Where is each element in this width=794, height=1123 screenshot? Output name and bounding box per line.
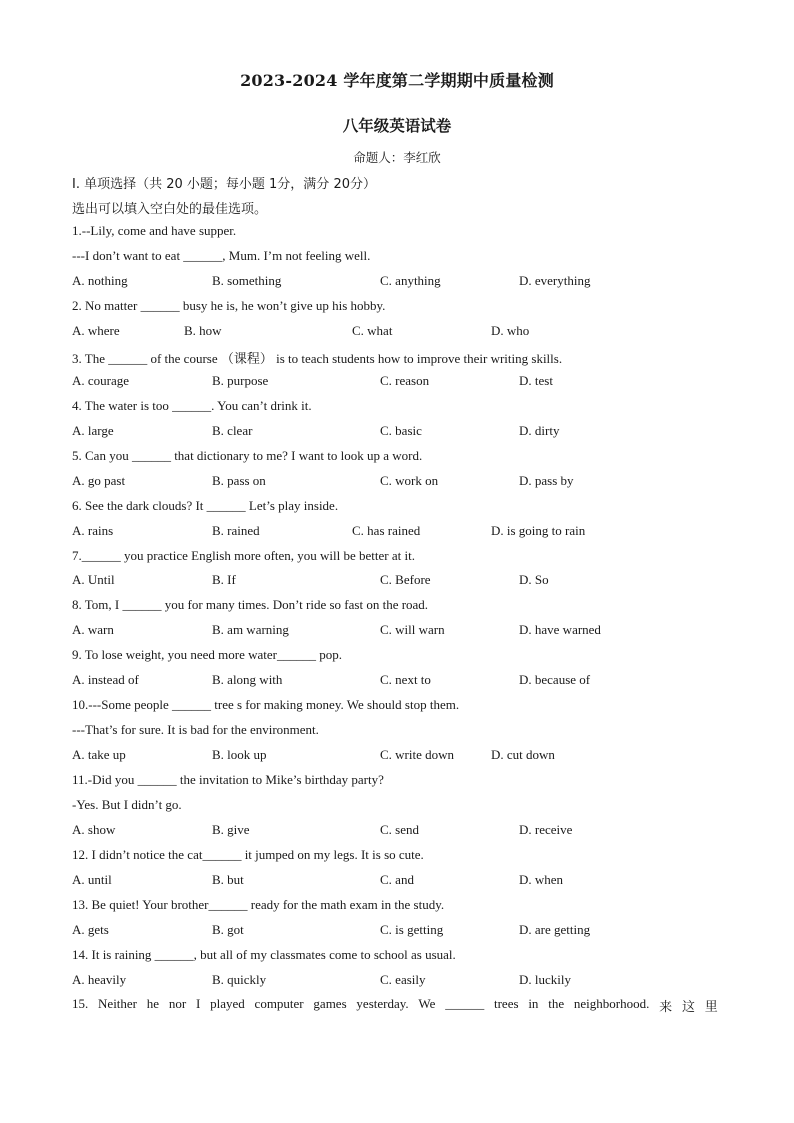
question-15-word: nor <box>168 996 187 1011</box>
question-10-stem-line: 10.---Some people ______ tree s for making money. We should stop them. <box>72 697 460 712</box>
option-b: B. quickly <box>212 972 267 987</box>
option-b: B. purpose <box>212 373 269 388</box>
question-15-word: We <box>418 996 436 1011</box>
option-b: B. give <box>212 822 250 837</box>
question-13-options <box>0 922 794 940</box>
question-15-word: I <box>195 996 201 1011</box>
question-10-stem-line: ---That’s for sure. It is bad for the environment. <box>72 722 319 737</box>
section-instruction: 选出可以填入空白处的最佳选项。 <box>72 202 268 217</box>
option-c: C. and <box>380 872 414 887</box>
question-15-line <box>72 996 718 1015</box>
question-15-word: 这 <box>681 999 695 1014</box>
option-a: A. go past <box>72 473 126 488</box>
option-d: D. cut down <box>491 747 555 762</box>
option-b: B. am warning <box>212 622 289 637</box>
question-4-stem-line: 4. The water is too ______. You can’t drink it. <box>72 398 312 413</box>
question-5-stem-line: 5. Can you ______ that dictionary to me? I want to look up a word. <box>72 448 423 463</box>
question-15-word: he <box>146 996 160 1011</box>
option-c: C. basic <box>380 423 422 438</box>
question-8-stem-line: 8. Tom, I ______ you for many times. Don’t ride so fast on the road. <box>72 597 429 612</box>
option-a: A. gets <box>72 922 109 937</box>
question-15-word: games <box>313 996 347 1011</box>
option-d: D. have warned <box>519 622 601 637</box>
question-7-options <box>0 572 794 590</box>
option-b: B. something <box>212 273 282 288</box>
option-a: A. rains <box>72 523 114 538</box>
option-a: A. show <box>72 822 116 837</box>
question-1-options <box>0 273 794 291</box>
option-b: B. If <box>212 572 236 587</box>
question-15-word: Neither <box>98 996 138 1011</box>
option-a: A. Until <box>72 572 115 587</box>
option-b: B. clear <box>212 423 253 438</box>
question-15-word: the <box>548 996 565 1011</box>
question-6-options <box>0 523 794 541</box>
question-11-stem-line: -Yes. But I didn’t go. <box>72 797 182 812</box>
option-c: C. easily <box>380 972 426 987</box>
question-15-word: 来 <box>659 999 673 1014</box>
question-1-stem-line: ---I don’t want to eat ______, Mum. I’m not feeling well. <box>72 248 371 263</box>
question-3-stem-line: 3. The ______ of the course （课程） is to teach students how to improve their writing skills. <box>72 351 563 366</box>
question-15-word: in <box>528 996 539 1011</box>
question-8-options <box>0 622 794 640</box>
option-c: C. will warn <box>380 622 445 637</box>
option-a: A. instead of <box>72 672 139 687</box>
section-heading: Ⅰ. 单项选择（共 20 小题；每小题 1分，满分 20分） <box>72 177 376 192</box>
question-15-word: 15. <box>72 996 89 1011</box>
question-15-word: trees <box>493 996 519 1011</box>
question-15-word: yesterday. <box>356 996 409 1011</box>
option-b: B. pass on <box>212 473 266 488</box>
question-7-stem-line: 7.______ you practice English more often, you will be better at it. <box>72 548 415 563</box>
option-d: D. So <box>519 572 549 587</box>
question-9-stem-line: 9. To lose weight, you need more water______ pop. <box>72 647 342 662</box>
question-3-options <box>0 373 794 391</box>
option-d: D. when <box>519 872 564 887</box>
option-b: B. but <box>212 872 244 887</box>
option-b: B. along with <box>212 672 283 687</box>
option-c: C. what <box>352 323 393 338</box>
exam-subtitle: 八年级英语试卷 <box>342 116 452 135</box>
option-d: D. is going to rain <box>491 523 586 538</box>
option-c: C. is getting <box>380 922 444 937</box>
question-15-word: computer <box>254 996 304 1011</box>
question-15-word: 里 <box>704 999 718 1014</box>
option-b: B. look up <box>212 747 267 762</box>
question-2-options <box>0 323 794 341</box>
question-9-options <box>0 672 794 690</box>
question-15-word: ______ <box>445 996 485 1011</box>
question-4-options <box>0 423 794 441</box>
option-d: D. dirty <box>519 423 560 438</box>
option-d: D. pass by <box>519 473 574 488</box>
question-13-stem-line: 13. Be quiet! Your brother______ ready for the math exam in the study. <box>72 897 445 912</box>
option-d: D. luckily <box>519 972 571 987</box>
option-d: D. are getting <box>519 922 591 937</box>
option-a: A. large <box>72 423 114 438</box>
option-d: D. everything <box>519 273 591 288</box>
option-a: A. warn <box>72 622 114 637</box>
option-d: D. receive <box>519 822 573 837</box>
option-c: C. write down <box>380 747 455 762</box>
question-11-options <box>0 822 794 840</box>
option-a: A. heavily <box>72 972 127 987</box>
question-12-options <box>0 872 794 890</box>
question-14-stem-line: 14. It is raining ______, but all of my classmates come to school as usual. <box>72 947 456 962</box>
question-5-options <box>0 473 794 491</box>
option-c: C. reason <box>380 373 430 388</box>
option-b: B. got <box>212 922 244 937</box>
option-d: D. test <box>519 373 553 388</box>
question-11-stem-line: 11.-Did you ______ the invitation to Mike’s birthday party? <box>72 772 384 787</box>
question-6-stem-line: 6. See the dark clouds? It ______ Let’s play inside. <box>72 498 339 513</box>
question-1-stem-line: 1.--Lily, come and have supper. <box>72 223 237 238</box>
option-b: B. rained <box>212 523 260 538</box>
option-a: A. until <box>72 872 112 887</box>
option-c: C. next to <box>380 672 431 687</box>
option-b: B. how <box>184 323 222 338</box>
option-a: A. where <box>72 323 120 338</box>
exam-author: 命题人：李红欣 <box>353 150 441 165</box>
question-2-stem-line: 2. No matter ______ busy he is, he won’t give up his hobby. <box>72 298 386 313</box>
option-c: C. has rained <box>352 523 421 538</box>
option-a: A. courage <box>72 373 130 388</box>
exam-title: 2023-2024 学年度第二学期期中质量检测 <box>240 71 554 90</box>
question-15-word: neighborhood. <box>573 996 650 1011</box>
question-15-word: played <box>210 996 245 1011</box>
option-c: C. send <box>380 822 419 837</box>
option-a: A. take up <box>72 747 126 762</box>
option-d: D. who <box>491 323 530 338</box>
question-14-options <box>0 972 794 990</box>
option-a: A. nothing <box>72 273 128 288</box>
option-c: C. work on <box>380 473 439 488</box>
question-10-options <box>0 747 794 765</box>
option-d: D. because of <box>519 672 591 687</box>
option-c: C. anything <box>380 273 441 288</box>
option-c: C. Before <box>380 572 431 587</box>
question-12-stem-line: 12. I didn’t notice the cat______ it jumped on my legs. It is so cute. <box>72 847 424 862</box>
